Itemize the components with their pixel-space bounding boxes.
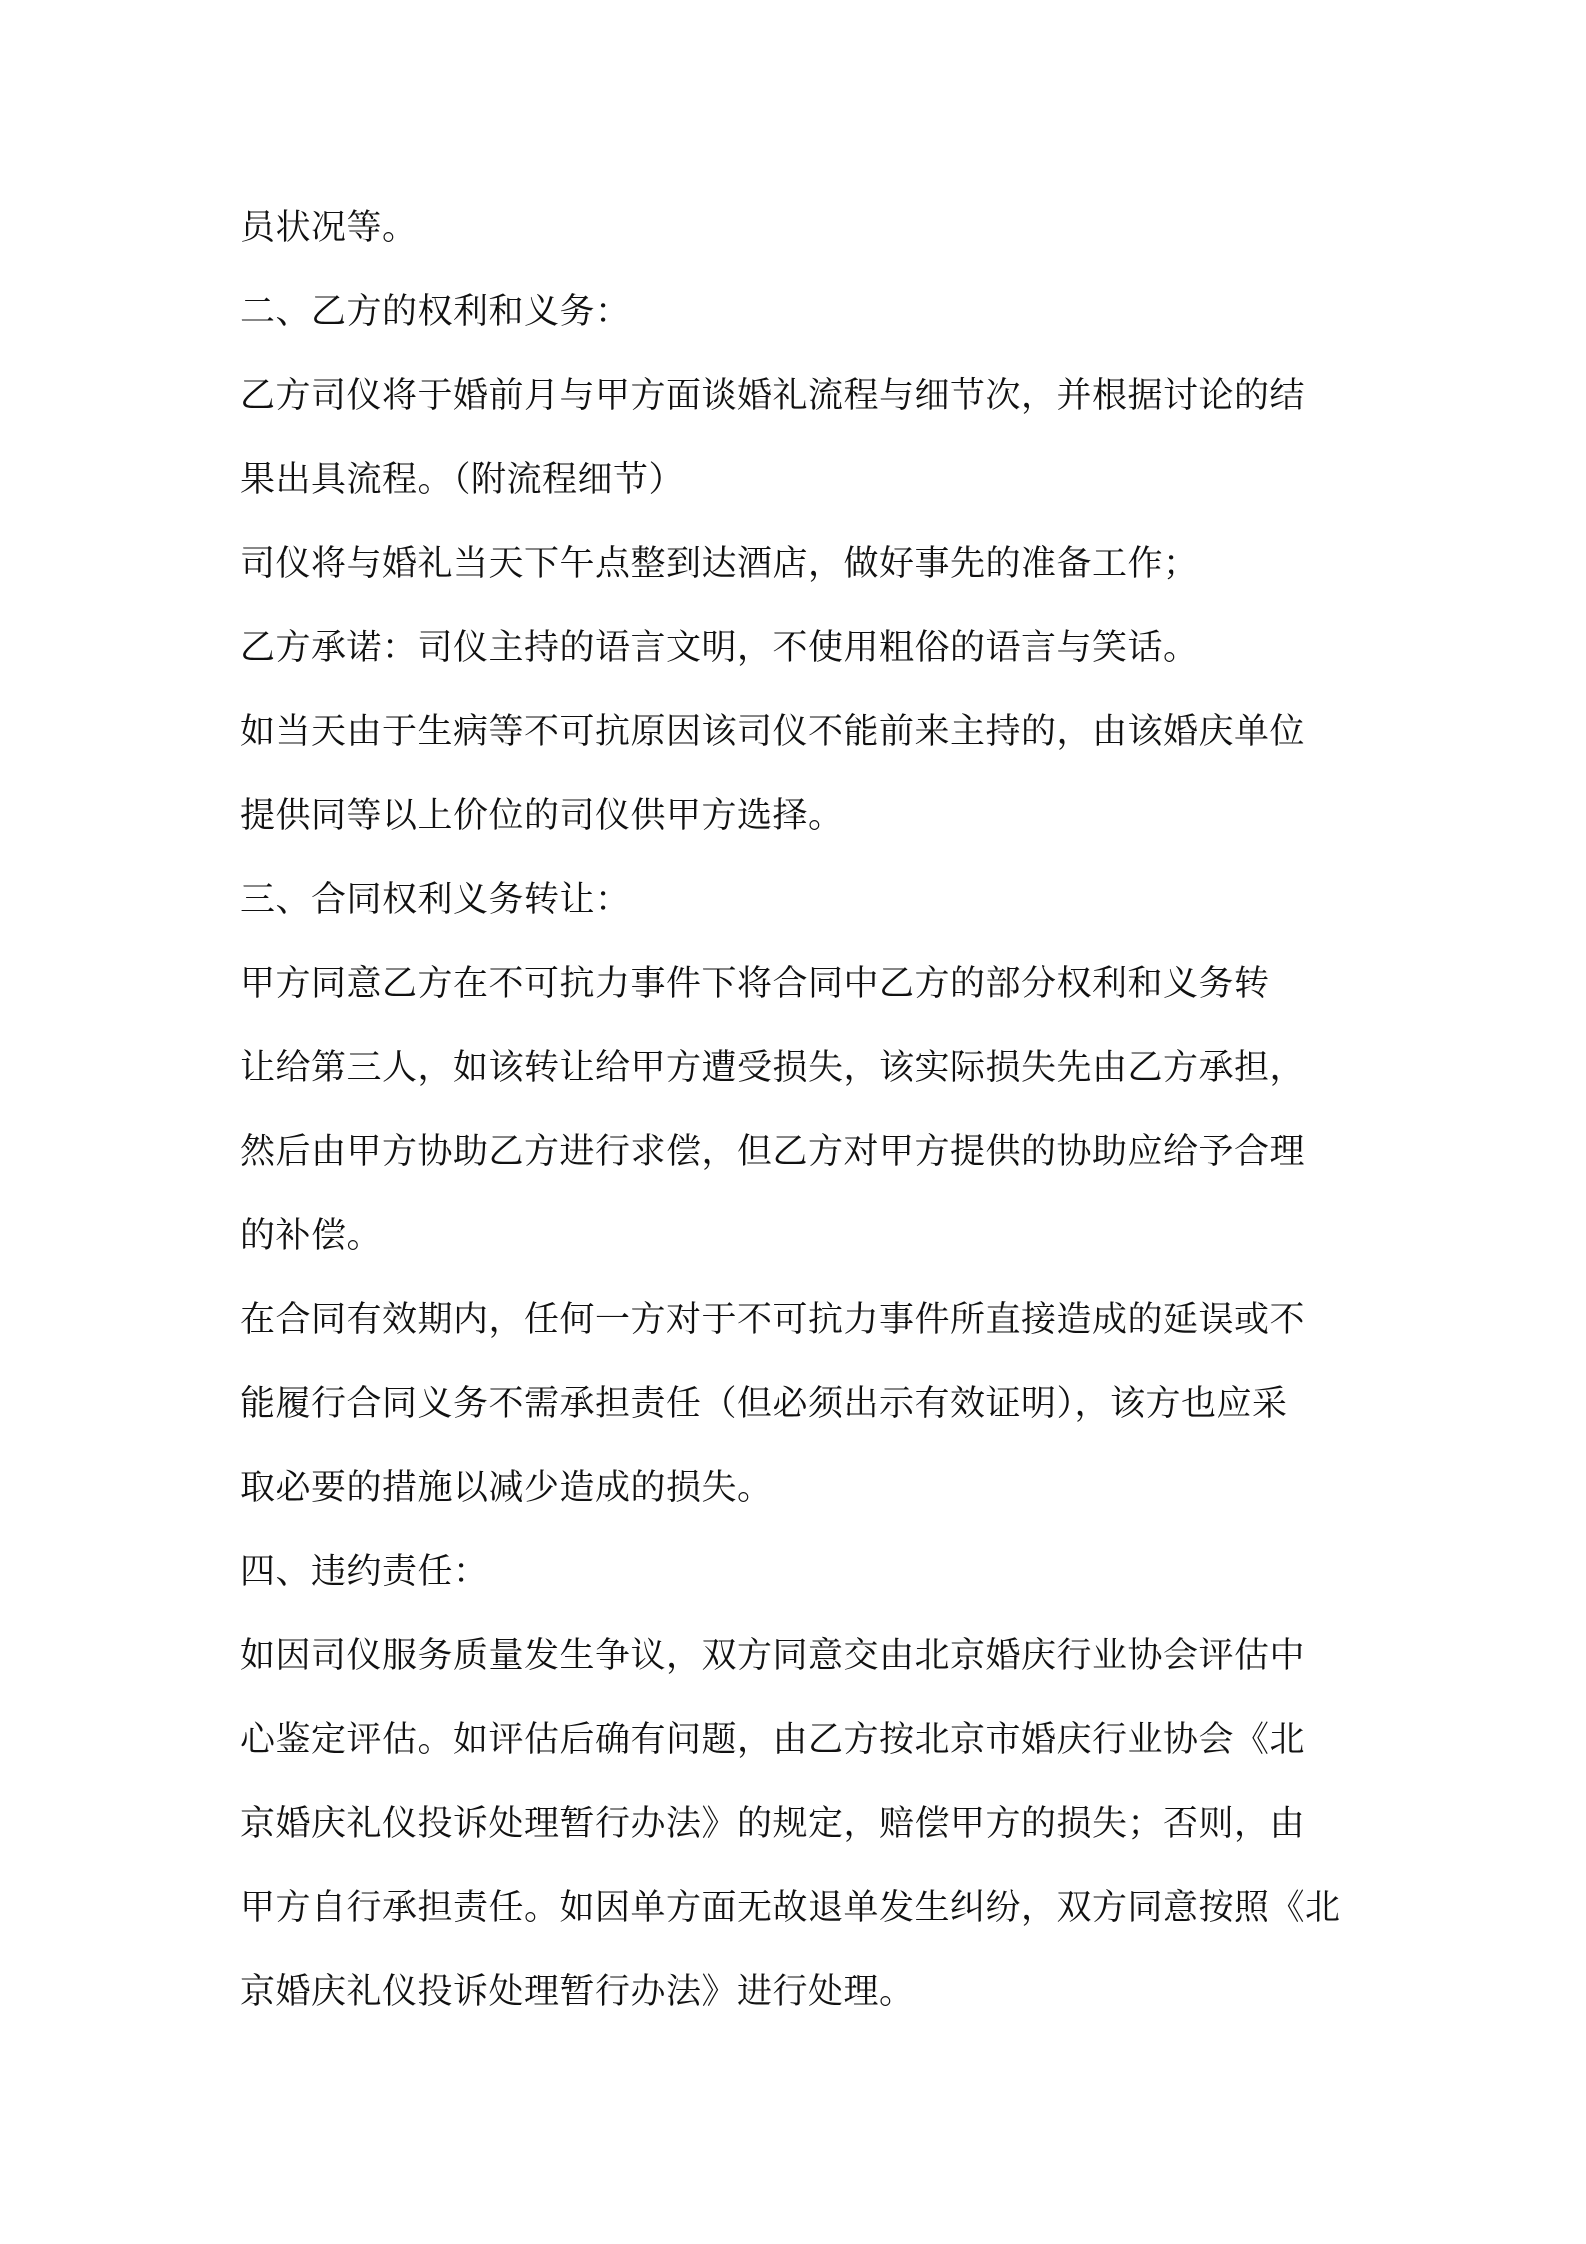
body-text-line: 心鉴定评估。如评估后确有问题，由乙方按北京市婚庆行业协会《北 <box>240 1720 1306 1760</box>
body-text-line: 在合同有效期内，任何一方对于不可抗力事件所直接造成的延误或不 <box>240 1300 1306 1340</box>
body-text-line: 果出具流程。（附流程细节） <box>240 460 685 500</box>
section-heading: 二、乙方的权利和义务： <box>240 292 631 332</box>
body-text-line: 员状况等。 <box>240 208 418 248</box>
body-text-line: 让给第三人，如该转让给甲方遭受损失，该实际损失先由乙方承担， <box>240 1048 1306 1088</box>
section-heading: 四、违约责任： <box>240 1552 489 1592</box>
body-text-line: 甲方自行承担责任。如因单方面无故退单发生纠纷，双方同意按照《北 <box>240 1888 1341 1928</box>
body-text-line: 提供同等以上价位的司仪供甲方选择。 <box>240 796 844 836</box>
body-text-line: 京婚庆礼仪投诉处理暂行办法》进行处理。 <box>240 1972 915 2012</box>
body-text-line: 取必要的措施以减少造成的损失。 <box>240 1468 773 1508</box>
body-text-line: 甲方同意乙方在不可抗力事件下将合同中乙方的部分权利和义务转 <box>240 964 1270 1004</box>
body-text-line: 乙方司仪将于婚前月与甲方面谈婚礼流程与细节次，并根据讨论的结 <box>240 376 1306 416</box>
body-text-line: 京婚庆礼仪投诉处理暂行办法》的规定，赔偿甲方的损失；否则，由 <box>240 1804 1306 1844</box>
body-text-line: 的补偿。 <box>240 1216 383 1256</box>
body-text-line: 如因司仪服务质量发生争议，双方同意交由北京婚庆行业协会评估中 <box>240 1636 1306 1676</box>
body-text-line: 乙方承诺：司仪主持的语言文明，不使用粗俗的语言与笑话。 <box>240 628 1199 668</box>
body-text-line: 司仪将与婚礼当天下午点整到达酒店，做好事先的准备工作； <box>240 544 1199 584</box>
section-heading: 三、合同权利义务转让： <box>240 880 631 920</box>
body-text-line: 如当天由于生病等不可抗原因该司仪不能前来主持的，由该婚庆单位 <box>240 712 1306 752</box>
body-text-line: 能履行合同义务不需承担责任（但必须出示有效证明），该方也应采 <box>240 1384 1288 1424</box>
body-text-line: 然后由甲方协助乙方进行求偿，但乙方对甲方提供的协助应给予合理 <box>240 1132 1306 1172</box>
